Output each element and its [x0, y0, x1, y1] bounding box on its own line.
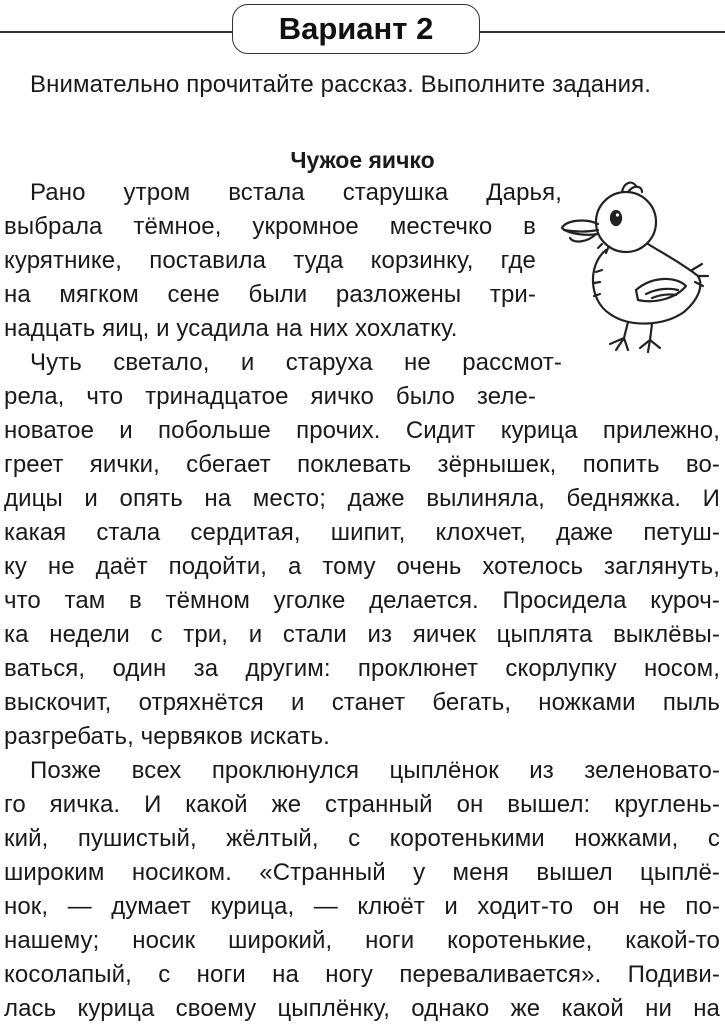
- story-line: ка недели с три, и стали из яичек цыплята выклёвы-: [4, 621, 720, 648]
- story-line: курятнике, поставила туда корзинку, где: [4, 247, 536, 274]
- variant-header: [232, 4, 480, 54]
- story-line: дицы и опять на место; даже вылиняла, бедняжка. И: [4, 485, 720, 512]
- story-line: какая стала сердитая, шипит, клохчет, даже петуш-: [4, 519, 720, 546]
- story-line: Рано утром встала старушка Дарья,: [30, 179, 562, 206]
- variant-title: Вариант 2: [278, 11, 434, 46]
- story-title: Чужое яичко: [290, 147, 435, 173]
- story-line: го яичка. И какой же странный он вышел: круглень-: [4, 791, 720, 818]
- story-line: Чуть светало, и старуха не рассмот-: [30, 349, 562, 376]
- story-line: лась курица своему цыплёнку, однако же какой ни на: [4, 995, 720, 1022]
- story-line: косолапый, с ноги на ногу переваливается». Подиви-: [4, 961, 720, 988]
- story-line: новатое и побольше прочих. Сидит курица прилежно,: [4, 417, 720, 444]
- story-line: рела, что тринадцатое яичко было зеле-: [4, 383, 536, 410]
- story-line: Позже всех проклюнулся цыплёнок из зеленовато-: [30, 757, 720, 784]
- duckling-icon: [552, 178, 720, 358]
- story-line: кий, пушистый, жёлтый, с коротенькими ножками, с: [4, 825, 720, 852]
- story-line: надцать яиц, и усадила на них хохлатку.: [4, 315, 458, 342]
- duckling-illustration: [552, 178, 720, 358]
- story-line: широким носиком. «Странный у меня вышел цыплё-: [4, 859, 720, 886]
- story-line: ку не даёт подойти, а тому очень хотелось заглянуть,: [4, 553, 720, 580]
- story-line: на мягком сене были разложены три-: [4, 281, 536, 308]
- story-line: выскочит, отряхнётся и станет бегать, ножками пыль: [4, 689, 720, 716]
- story-line: греет яички, сбегает поклевать зёрнышек, попить во-: [4, 451, 720, 478]
- header-rule-left: [0, 31, 236, 33]
- story-line: что там в тёмном уголке делается. Просидела куроч-: [4, 587, 720, 614]
- story-line: разгребать, червяков искать.: [4, 723, 330, 750]
- story-line: нок, — думает курица, — клюёт и ходит-то он не по-: [4, 893, 720, 920]
- story-line: нашему; носик широкий, ноги коротенькие, какой-то: [4, 927, 720, 954]
- header-rule-right: [478, 31, 725, 33]
- story-line: выбрала тёмное, укромное местечко в: [4, 213, 536, 240]
- instruction-text: Внимательно прочитайте рассказ. Выполните задания.: [30, 71, 651, 98]
- story-line: ваться, один за другим: проклюнет скорлупку носом,: [4, 655, 720, 682]
